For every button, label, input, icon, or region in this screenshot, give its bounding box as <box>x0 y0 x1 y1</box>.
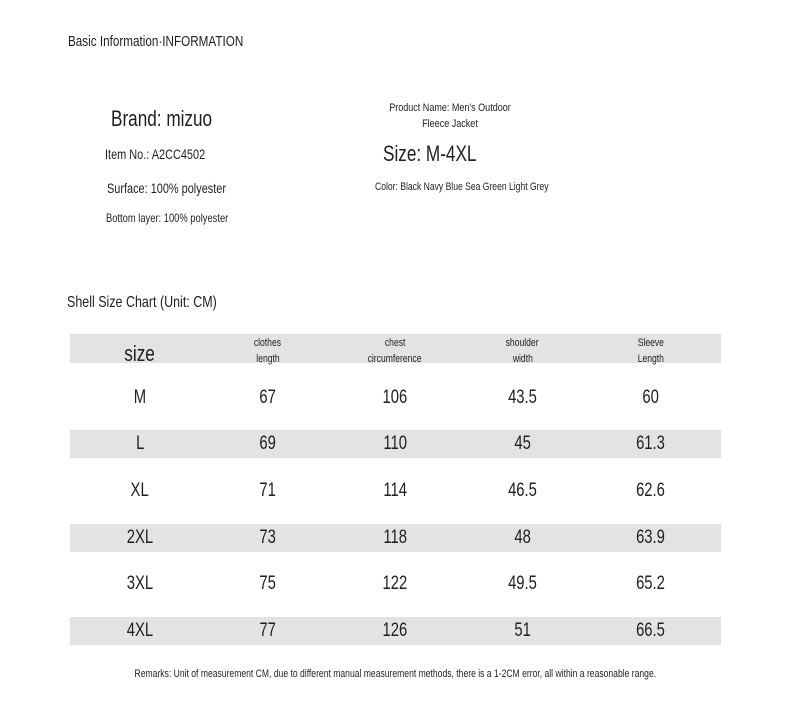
table-cell-value: 114 <box>383 480 407 501</box>
product-name-label <box>384 100 515 132</box>
table-cell-value: 46.5 <box>508 480 537 501</box>
table-cell-value: 3XL <box>126 573 154 594</box>
remarks-text: Remarks: Unit of measurement CM, due to different manual measurement methods, there is a 1-2CM error, all within a reasonable range. <box>134 668 656 680</box>
table-cell-value: 106 <box>382 387 408 408</box>
table-cell-value: 48 <box>514 527 531 548</box>
table-cell <box>465 383 580 413</box>
header-size-label: size <box>124 341 156 366</box>
table-cell-value: 66.5 <box>636 620 665 641</box>
table-cell <box>580 524 721 552</box>
table-cell <box>70 524 210 552</box>
header-sleeve-line2: Length <box>637 353 664 365</box>
table-cell-value: 4XL <box>126 620 154 641</box>
table-cell <box>325 569 465 599</box>
size-chart-title: Shell Size Chart (Unit: CM) <box>67 294 217 311</box>
header-shoulder-line2: width <box>512 353 533 365</box>
table-cell <box>465 430 580 458</box>
header-chest-circumference <box>325 334 465 363</box>
table-cell-value: 71 <box>259 480 276 501</box>
surface-material-label: Surface: 100% polyester <box>107 180 226 196</box>
table-row <box>70 430 721 458</box>
table-cell-value: 2XL <box>126 527 154 548</box>
table-cell-value: 61.3 <box>636 433 665 454</box>
table-cell-value: 51 <box>514 620 531 641</box>
table-cell <box>580 569 721 599</box>
product-name-line1: Product Name: Men's Outdoor <box>389 102 511 114</box>
table-cell <box>210 383 325 413</box>
size-range-label: Size: M-4XL <box>383 141 477 166</box>
table-cell <box>580 383 721 413</box>
size-chart-body <box>70 363 721 660</box>
table-cell <box>580 476 721 506</box>
table-cell <box>70 569 210 599</box>
table-cell <box>210 476 325 506</box>
brand-label: Brand: mizuo <box>111 106 213 131</box>
table-row <box>70 383 721 413</box>
table-cell <box>465 476 580 506</box>
table-cell-value: 110 <box>383 433 407 454</box>
size-chart-header-row <box>70 334 721 366</box>
table-cell <box>70 383 210 413</box>
table-row <box>70 524 721 552</box>
table-cell <box>325 524 465 552</box>
table-cell-value: 60 <box>642 387 659 408</box>
table-cell-value: 75 <box>259 573 276 594</box>
table-cell-value: XL <box>130 480 150 501</box>
table-cell <box>465 524 580 552</box>
product-name-line2: Fleece Jacket <box>422 118 478 130</box>
table-cell-value: 49.5 <box>508 573 537 594</box>
header-clothes-length-line2: length <box>255 353 280 365</box>
table-cell-value: 126 <box>382 620 408 641</box>
bottom-layer-material-label: Bottom layer: 100% polyester <box>106 211 229 225</box>
header-sleeve-line1: Sleeve <box>637 337 664 349</box>
table-cell <box>210 524 325 552</box>
table-cell-value: 65.2 <box>636 573 665 594</box>
table-cell-value: 45 <box>514 433 531 454</box>
table-cell-value: 77 <box>259 620 276 641</box>
table-row <box>70 617 721 645</box>
table-cell <box>210 430 325 458</box>
table-row <box>70 569 721 599</box>
header-shoulder-line1: shoulder <box>506 337 539 349</box>
table-cell <box>70 617 210 645</box>
table-cell <box>465 569 580 599</box>
size-chart-table <box>70 334 721 660</box>
color-options-label: Color: Black Navy Blue Sea Green Light Grey <box>375 181 549 193</box>
table-cell-value: 73 <box>259 527 276 548</box>
header-clothes-length <box>210 334 325 363</box>
header-shoulder-width <box>465 334 580 363</box>
table-cell <box>210 617 325 645</box>
item-number-label: Item No.: A2CC4502 <box>105 146 206 162</box>
header-sleeve-length <box>580 334 721 363</box>
table-cell-value: M <box>133 387 147 408</box>
header-chest-line2: circumference <box>368 353 422 365</box>
table-cell <box>210 569 325 599</box>
table-cell-value: 118 <box>383 527 407 548</box>
table-cell <box>325 476 465 506</box>
table-cell <box>70 430 210 458</box>
header-chest-line1: chest <box>384 337 406 349</box>
table-cell-value: 43.5 <box>508 387 537 408</box>
info-section-title: Basic Information·INFORMATION <box>68 33 244 50</box>
table-cell-value: 62.6 <box>636 480 665 501</box>
table-cell-value: 69 <box>259 433 276 454</box>
table-cell-value: L <box>135 433 145 454</box>
table-cell <box>465 617 580 645</box>
table-cell <box>325 617 465 645</box>
table-cell <box>325 383 465 413</box>
remarks-note <box>0 668 790 680</box>
table-cell-value: 122 <box>382 573 408 594</box>
table-cell-value: 63.9 <box>636 527 665 548</box>
table-cell <box>580 617 721 645</box>
table-row <box>70 476 721 506</box>
table-cell <box>70 476 210 506</box>
table-cell-value: 67 <box>259 387 276 408</box>
table-cell <box>325 430 465 458</box>
header-clothes-length-line1: clothes <box>253 337 282 349</box>
table-cell <box>580 430 721 458</box>
